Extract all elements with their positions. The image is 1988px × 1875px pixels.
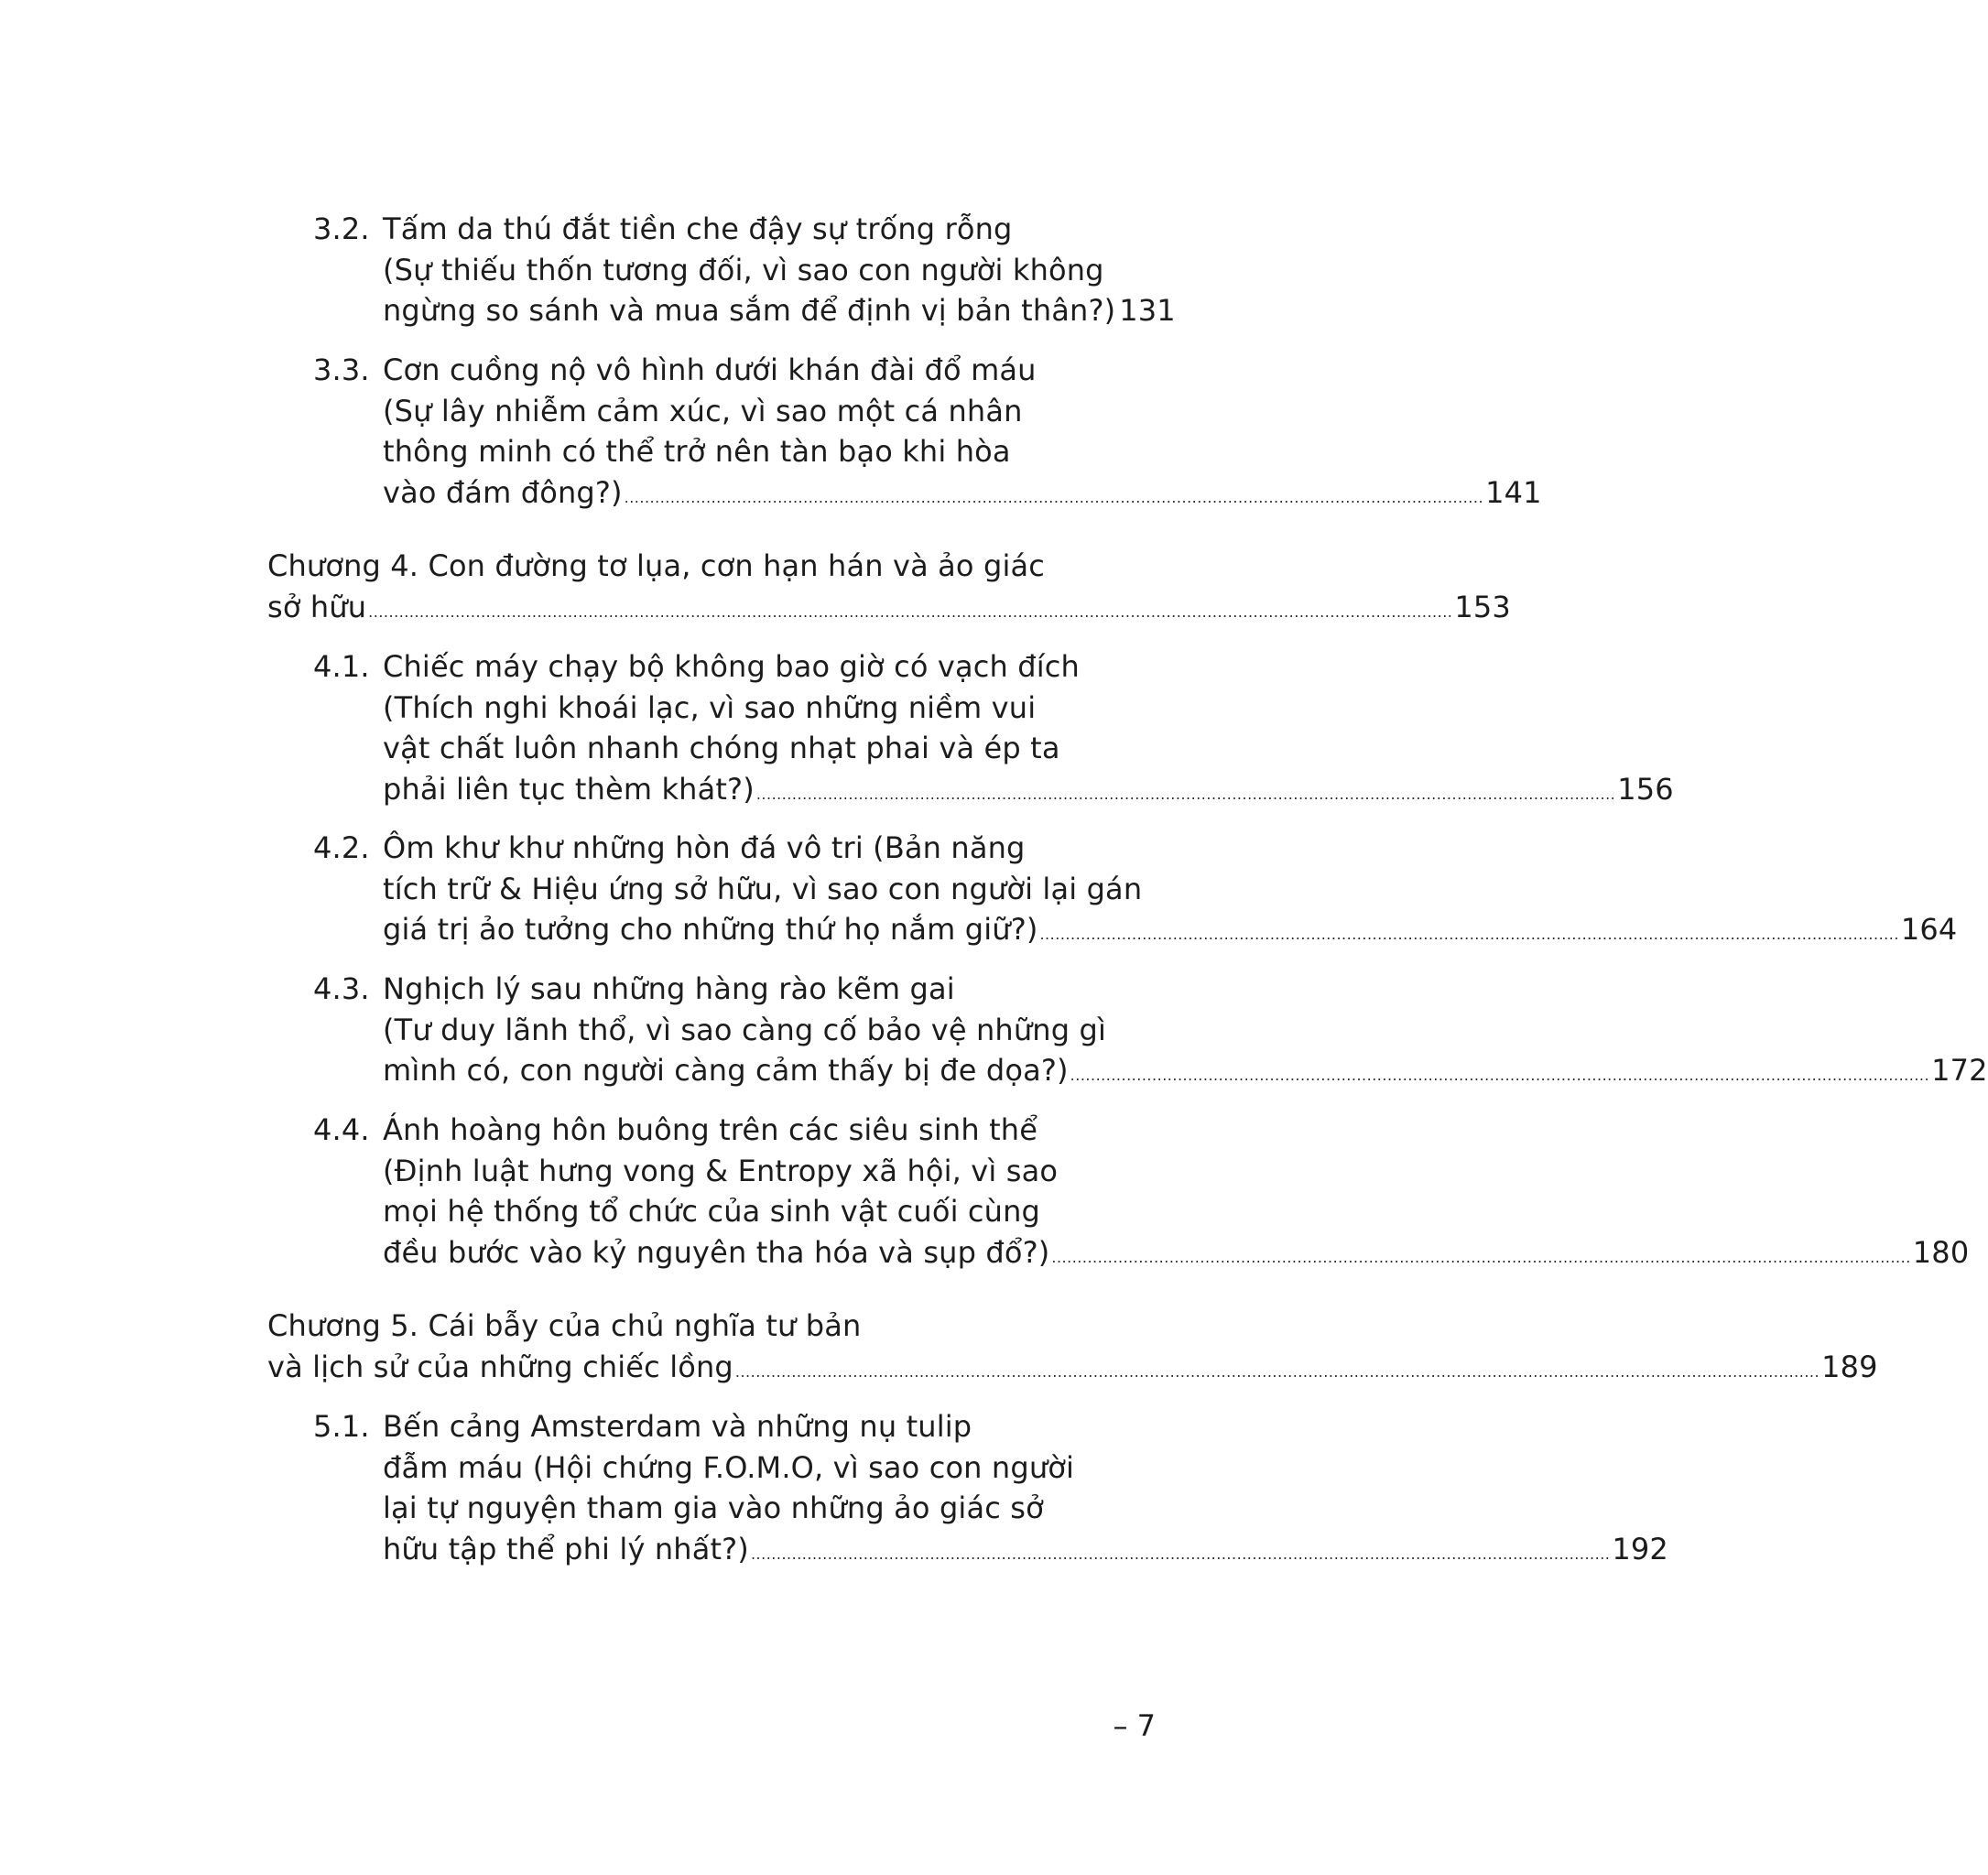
title-line: vào đám đông?) [383,474,623,510]
title-line: tích trữ & Hiệu ứng sở hữu, vì sao con người lại gán [383,871,1143,906]
section-number: 4.1. [313,649,370,684]
title-line-with-leader [383,1529,1668,1576]
chapter-title-line: Chương 4. Con đường tơ lụa, cơn hạn hán và ảo giác [267,548,1045,583]
section-number: 3.2. [313,211,370,246]
chapter-title-line: và lịch sử của những chiếc lồng [267,1349,733,1384]
title-line-with-leader [383,1050,1988,1097]
toc-section-3-2 [313,209,1176,337]
section-number: 5.1. [313,1409,370,1444]
toc-section-5-1 [313,1406,1668,1575]
toc-section-4-4 [313,1110,1970,1278]
page-reference: 156 [1617,771,1674,807]
title-line: đẫm máu (Hội chứng F.O.M.O, vì sao con người [383,1449,1075,1485]
page-reference: 172 [1931,1053,1988,1088]
section-title [383,1110,1970,1278]
dot-leader: ........................................................................................................................................................................ [750,1544,1611,1563]
title-line: Tấm da thú đắt tiền che đậy sự trống rỗng [383,211,1013,246]
title-line-with-leader [383,290,1176,337]
section-title [383,969,1988,1097]
title-line: Ôm khư khư những hòn đá vô tri (Bản năng [383,830,1026,865]
section-title [383,1406,1668,1575]
section-title [383,828,1958,956]
title-line: Bến cảng Amsterdam và những nụ tulip [383,1409,972,1444]
dot-leader: ........................................................................................................................................................................ [1039,926,1899,943]
dot-leader: ........................................................................................................................................................................ [624,488,1484,506]
toc-chapter-4 [267,546,1511,633]
page-reference: 192 [1612,1531,1668,1566]
section-title [383,209,1176,337]
page-reference: 131 [1119,293,1176,328]
dot-leader: .................................................................................................................................................................................................................... [734,1362,1820,1381]
page-reference: 153 [1454,589,1511,624]
page-number: – 7 [1113,1708,1156,1743]
section-number: 3.3. [313,352,370,387]
dot-leader: ........................................................................................................................................................................ [1070,1067,1930,1084]
dot-leader: .................................................................................................................................................................................................................... [368,602,1453,621]
title-line: phải liên tục thèm khát?) [383,771,755,807]
toc-chapter-5 [267,1306,1878,1393]
title-line: mình có, con người càng cảm thấy bị đe dọa?) [383,1053,1069,1088]
title-line: Chiếc máy chạy bộ không bao giờ có vạch đích [383,649,1080,684]
chapter-title-line: Chương 5. Cái bẫy của chủ nghĩa tư bản [267,1308,862,1343]
title-line: ngừng so sánh và mua sắm để định vị bản thân?) [383,293,1116,328]
title-line: (Sự lây nhiễm cảm xúc, vì sao một cá nhân [383,393,1023,428]
title-line: (Định luật hưng vong & Entropy xã hội, vì sao [383,1153,1059,1188]
section-number: 4.2. [313,830,370,865]
title-line: giá trị ảo tưởng cho những thứ họ nắm giữ?) [383,912,1038,947]
dot-leader: ........................................................................................................................................................................ [1051,1248,1911,1266]
title-line: hữu tập thể phi lý nhất?) [383,1531,749,1566]
title-line-with-leader [383,1232,1970,1279]
toc-section-4-2 [313,828,1958,956]
title-line-with-leader [383,909,1958,956]
page-reference: 180 [1912,1234,1970,1270]
title-line-with-leader [383,769,1674,816]
dot-leader: ........................................................................................................................................................................ [755,785,1616,803]
title-line-with-leader [267,587,1511,634]
title-line: (Sự thiếu thốn tương đối, vì sao con người không [383,252,1104,287]
title-line-with-leader [383,472,1542,519]
page-reference: 189 [1821,1349,1878,1384]
toc-section-4-1 [313,646,1674,815]
toc-section-3-3 [313,350,1542,518]
page-reference: 141 [1485,474,1542,510]
title-line: lại tự nguyện tham gia vào những ảo giác sở [383,1490,1044,1525]
title-line: Nghịch lý sau những hàng rào kẽm gai [383,971,955,1006]
title-line: mọi hệ thống tổ chức của sinh vật cuối cùng [383,1194,1040,1229]
section-title [383,646,1674,815]
title-line-with-leader [267,1347,1878,1393]
title-line: Cơn cuồng nộ vô hình dưới khán đài đổ máu [383,352,1037,387]
page-reference: 164 [1900,912,1958,947]
title-line: thông minh có thể trở nên tàn bạo khi hòa [383,434,1011,469]
toc-section-4-3 [313,969,1988,1097]
title-line: (Tư duy lãnh thổ, vì sao càng cố bảo vệ những gì [383,1012,1106,1047]
title-line: vật chất luôn nhanh chóng nhạt phai và ép ta [383,731,1060,765]
title-line: Ánh hoàng hôn buông trên các siêu sinh thể [383,1112,1038,1147]
title-line: đều bước vào kỷ nguyên tha hóa và sụp đổ?) [383,1234,1050,1270]
section-number: 4.4. [313,1112,370,1147]
title-line: (Thích nghi khoái lạc, vì sao những niềm vui [383,689,1037,725]
section-title [383,350,1542,518]
section-number: 4.3. [313,971,370,1006]
chapter-title-line: sở hữu [267,589,367,624]
